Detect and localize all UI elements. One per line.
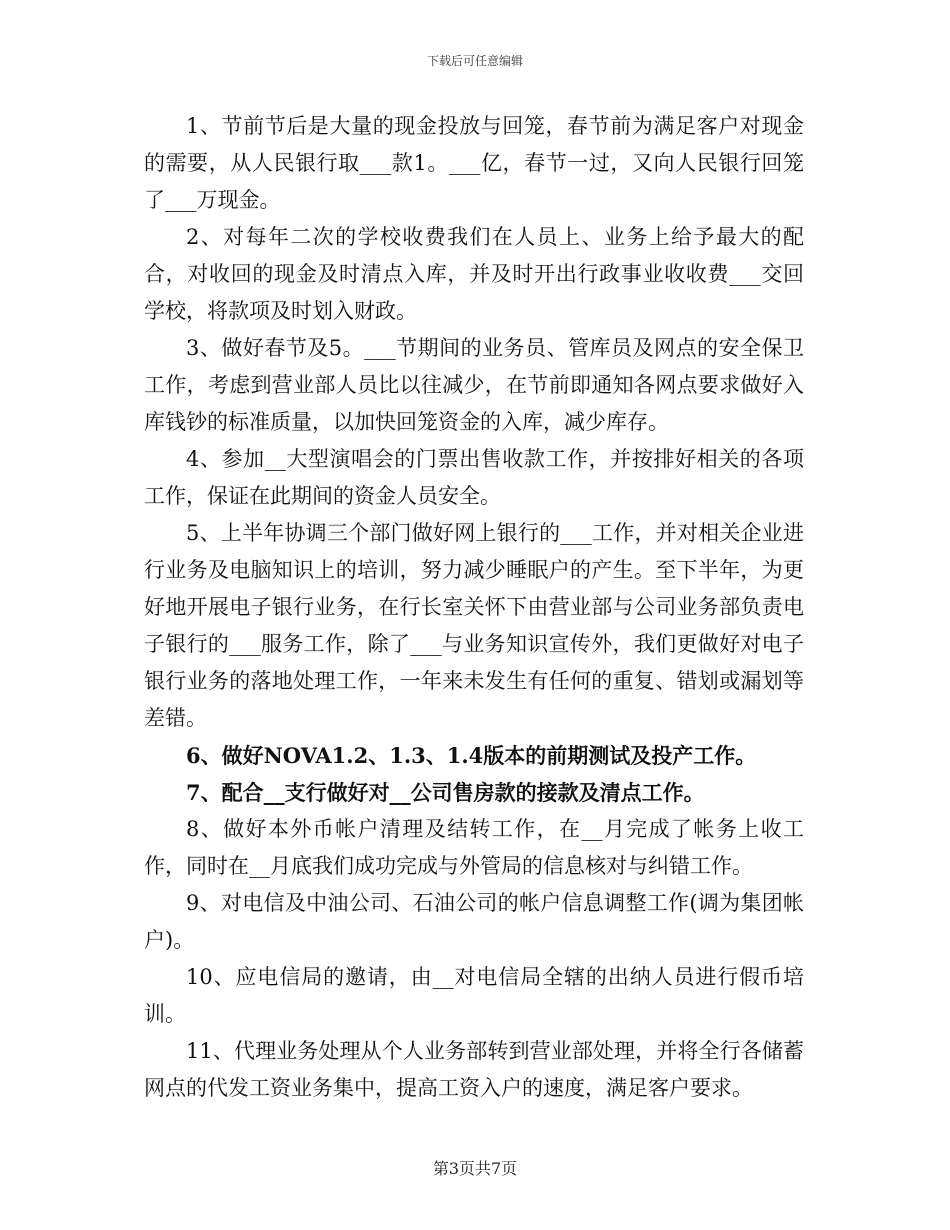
page-footer: 第3页共7页 [432,1159,518,1178]
paragraph-7: 7、配合__支行做好对__公司售房款的接款及清点工作。 [186,780,705,805]
paragraph-2: 2、对每年二次的学校收费我们在人员上、业务上给予最大的配合，对收回的现金及时清点入库，并及时开出行政事业收收费___交回学校，将款项及时划入财政。 [144,225,804,323]
document-body [144,108,804,1107]
paragraph-1: 1、节前节后是大量的现金投放与回笼，春节前为满足客户对现金的需要，从人民银行取___款1。___亿，春节一过，又向人民银行回笼了___万现金。 [144,114,804,212]
paragraph-11: 11、代理业务处理从个人业务部转到营业部处理，并将全行各储蓄网点的代发工资业务集中，提高工资入户的速度，满足客户要求。 [144,1039,804,1100]
paragraph-6: 6、做好NOVA1.2、1.3、1.4版本的前期测试及投产工作。 [186,743,757,768]
page-header: 下载后可任意编辑 [426,54,523,68]
paragraph-8: 8、做好本外币帐户清理及结转工作，在__月完成了帐务上收工作，同时在__月底我们成功完成与外管局的信息核对与纠错工作。 [144,817,804,878]
paragraph-10: 10、应电信局的邀请，由__对电信局全辖的出纳人员进行假币培训。 [144,965,804,1026]
paragraph-3: 3、做好春节及5。___节期间的业务员、管库员及网点的安全保卫工作，考虑到营业部人员比以往减少，在节前即通知各网点要求做好入库钱钞的标准质量，以加快回笼资金的入库，减少库存。 [144,336,804,434]
paragraph-4: 4、参加__大型演唱会的门票出售收款工作，并按排好相关的各项工作，保证在此期间的资金人员安全。 [144,447,804,508]
paragraph-5: 5、上半年协调三个部门做好网上银行的___工作，并对相关企业进行业务及电脑知识上的培训，努力减少睡眠户的产生。至下半年，为更好地开展电子银行业务，在行长室关怀下由营业部与公司业务部负责电子银行的___服务工作，除了___与业务知识宣传外，我们更做好对电子银行业务的落地处理工作，一年来未发生有任何的重复、错划或漏划等差错。 [144,521,804,730]
paragraph-9: 9、对电信及中油公司、石油公司的帐户信息调整工作(调为集团帐户)。 [144,891,804,952]
